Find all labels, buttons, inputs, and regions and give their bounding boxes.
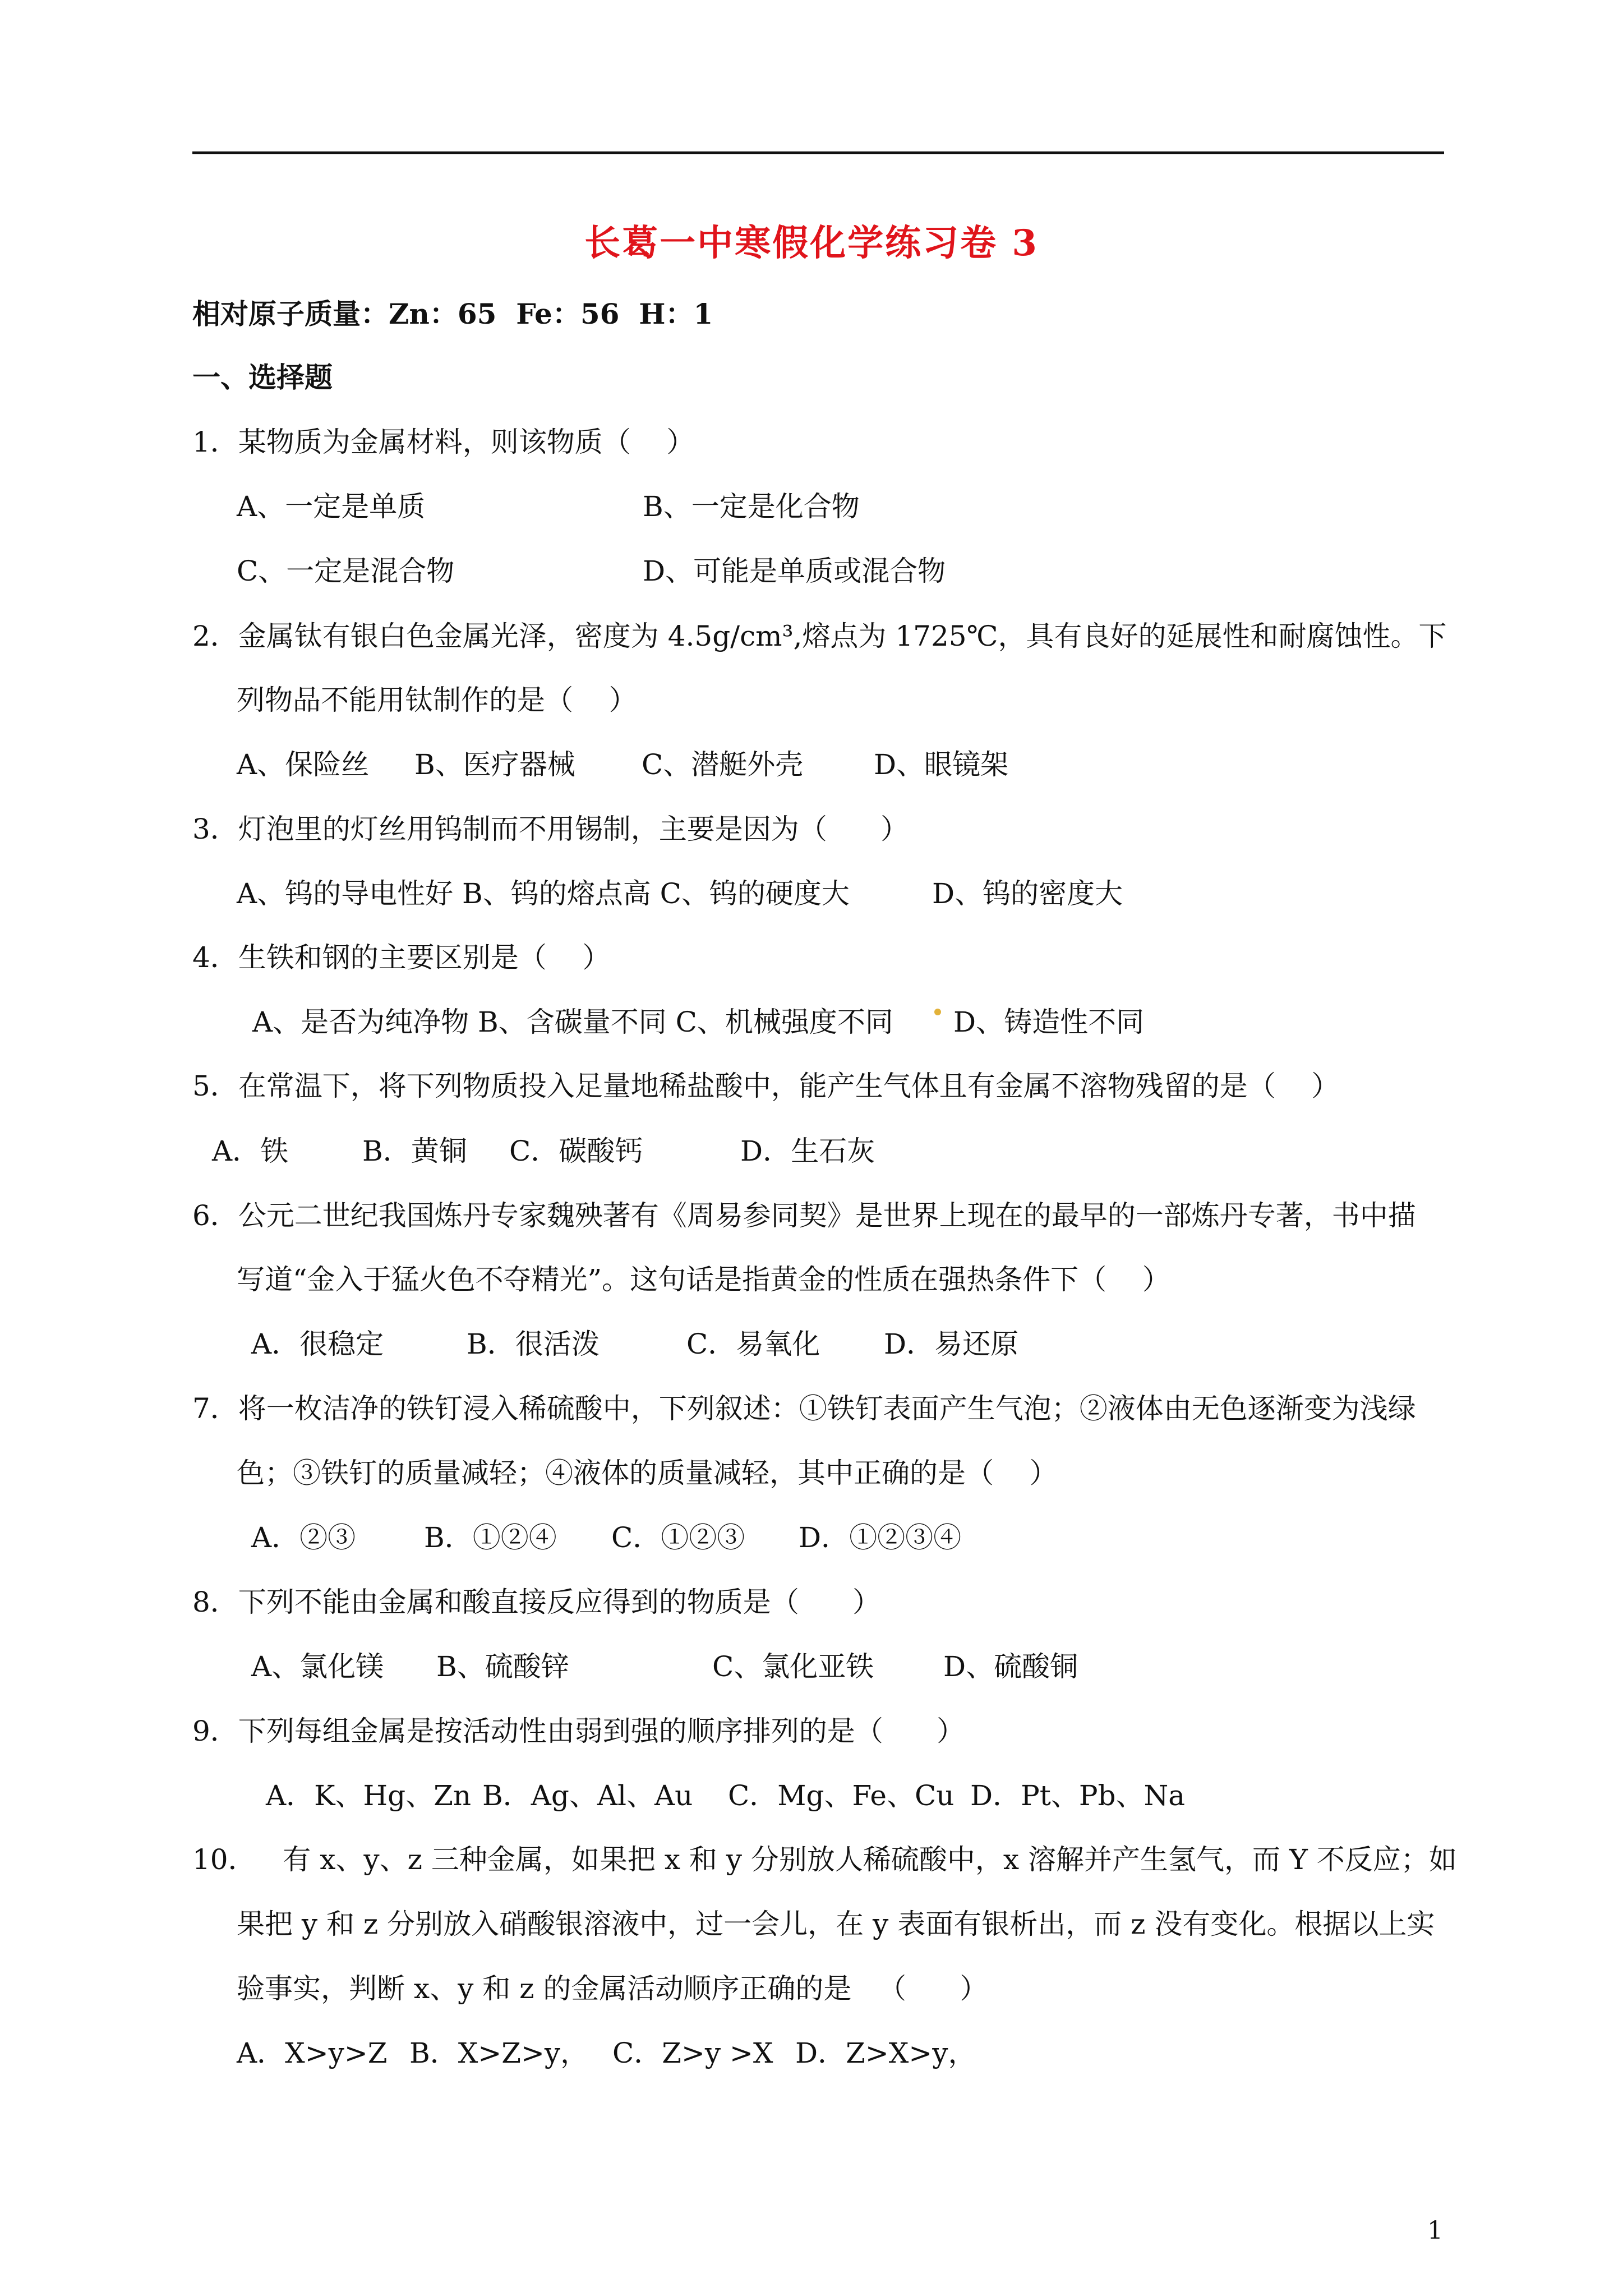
header-rule bbox=[192, 151, 1444, 154]
question-7-stem-line-2: 色；③铁钉的质量减轻；④液体的质量减轻，其中正确的是（ ） bbox=[237, 1457, 1058, 1489]
option-c: C、氯化亚铁 bbox=[712, 1650, 874, 1683]
option-c: C．Mg、Fe、Cu bbox=[728, 1779, 955, 1812]
question-2-stem-line-2: 列物品不能用钛制作的是（ ） bbox=[237, 684, 637, 716]
option-a: A、保险丝 bbox=[237, 748, 370, 781]
option-c: C、潜艇外壳 bbox=[642, 748, 804, 781]
option-d: D、钨的密度大 bbox=[932, 877, 1123, 910]
option-b: B．黄铜 bbox=[362, 1135, 467, 1167]
option-b: B、一定是化合物 bbox=[643, 490, 860, 523]
question-1-stem: 1．某物质为金属材料，则该物质（ ） bbox=[192, 426, 695, 458]
question-6-stem-line-2: 写道“金入于猛火色不夺精光”。这句话是指黄金的性质在强热条件下（ ） bbox=[237, 1263, 1170, 1296]
question-10-stem-line-2: 果把 y 和 z 分别放入硝酸银溶液中，过一会儿，在 y 表面有银析出，而 z 没有变化。根据以上实 bbox=[237, 1908, 1435, 1940]
option-c: C．易氧化 bbox=[686, 1328, 820, 1360]
option-a: A、一定是单质 bbox=[237, 490, 426, 523]
question-5-stem: 5．在常温下，将下列物质投入足量地稀盐酸中，能产生气体且有金属不溶物残留的是（ ） bbox=[192, 1070, 1340, 1102]
question-2-stem-line-1: 2．金属钛有银白色金属光泽，密度为 4.5g/cm³,熔点为 1725℃，具有良好的延展性和耐腐蚀性。下 bbox=[192, 620, 1447, 652]
option-c: C、一定是混合物 bbox=[237, 555, 455, 587]
option-a: A．铁 bbox=[212, 1135, 289, 1167]
option-abc: A、钨的导电性好 B、钨的熔点高 C、钨的硬度大 bbox=[237, 877, 850, 910]
question-7-stem-line-1: 7．将一枚洁净的铁钉浸入稀硫酸中，下列叙述：①铁钉表面产生气泡；②液体由无色逐渐变为浅绿 bbox=[192, 1392, 1416, 1425]
option-a: A．很稳定 bbox=[251, 1328, 384, 1360]
option-c: C．Z>y >X bbox=[612, 2037, 773, 2069]
option-b: B．Ag、Al、Au bbox=[482, 1779, 693, 1812]
stray-mark bbox=[934, 1009, 941, 1015]
question-3-stem: 3．灯泡里的灯丝用钨制而不用锡制，主要是因为（ ） bbox=[192, 813, 909, 845]
question-10-stem-line-3: 验事实，判断 x、y 和 z 的金属活动顺序正确的是 （ ） bbox=[237, 1972, 988, 2005]
option-c: C．①②③ bbox=[611, 1521, 745, 1554]
option-a: A、氯化镁 bbox=[251, 1650, 384, 1683]
option-b: B、硫酸锌 bbox=[436, 1650, 569, 1683]
option-a: A．X>y>Z bbox=[237, 2037, 388, 2069]
question-6-stem-line-1: 6．公元二世纪我国炼丹专家魏殃著有《周易参同契》是世界上现在的最早的一部炼丹专著，书中描 bbox=[192, 1199, 1416, 1232]
option-abc: A、是否为纯净物 B、含碳量不同 C、机械强度不同 bbox=[252, 1006, 893, 1038]
option-d: D．①②③④ bbox=[799, 1521, 962, 1554]
option-a: A．②③ bbox=[251, 1521, 356, 1554]
question-10-stem-line-1: 10． 有 x、y、z 三种金属，如果把 x 和 y 分别放人稀硫酸中，x 溶解并产生氢气，而 Y 不反应；如 bbox=[192, 1843, 1457, 1876]
question-4-stem: 4．生铁和钢的主要区别是（ ） bbox=[192, 941, 611, 974]
option-d: D．Z>X>y， bbox=[795, 2037, 976, 2069]
option-d: D、硫酸铜 bbox=[943, 1650, 1078, 1683]
page-number: 1 bbox=[1427, 2216, 1443, 2245]
option-b: B．很活泼 bbox=[467, 1328, 600, 1360]
section-heading: 一、选择题 bbox=[192, 361, 333, 394]
option-d: D．生石灰 bbox=[740, 1135, 875, 1167]
question-9-stem: 9．下列每组金属是按活动性由弱到强的顺序排列的是（ ） bbox=[192, 1715, 965, 1747]
question-8-stem: 8．下列不能由金属和酸直接反应得到的物质是（ ） bbox=[192, 1586, 881, 1618]
option-a: A．K、Hg、Zn bbox=[266, 1779, 472, 1812]
option-d: D、铸造性不同 bbox=[953, 1006, 1145, 1038]
option-d: D．易还原 bbox=[884, 1328, 1019, 1360]
option-d: D、可能是单质或混合物 bbox=[643, 555, 946, 587]
atomic-mass-note: 相对原子质量：Zn：65 Fe：56 H：1 bbox=[192, 297, 713, 330]
option-b: B．①②④ bbox=[424, 1521, 557, 1554]
option-c: C．碳酸钙 bbox=[509, 1135, 643, 1167]
option-d: D．Pt、Pb、Na bbox=[970, 1779, 1186, 1812]
option-b: B、医疗器械 bbox=[414, 748, 575, 781]
option-d: D、眼镜架 bbox=[874, 748, 1009, 781]
page-title: 长葛一中寒假化学练习卷 3 bbox=[584, 222, 1039, 264]
option-b: B．X>Z>y， bbox=[409, 2037, 589, 2069]
